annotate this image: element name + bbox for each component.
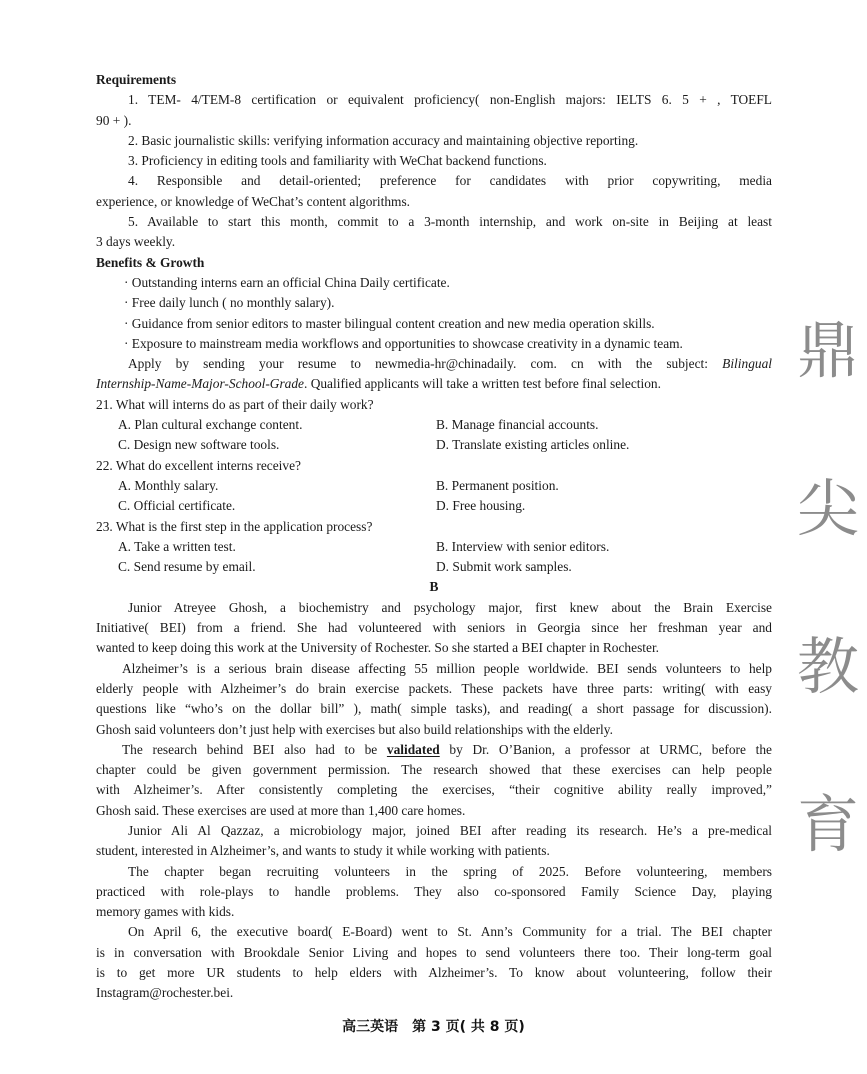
paragraph-line: Junior Ali Al Qazzaz, a microbiology major, joined BEI after reading its research. He’s a pre-medical [128,822,772,838]
option-b: B. Manage financial accounts. [436,417,599,433]
options-row [96,537,772,557]
requirement-2: 2. Basic journalistic skills: verifying information accuracy and maintaining objective reporting. [128,132,639,148]
paragraph-text: by Dr. O’Banion, a professor at URMC, before the [439,741,772,757]
option-d: D. Translate existing articles online. [436,437,630,453]
paragraph-line: The chapter began recruiting volunteers in the spring of 2025. Before volunteering, members [128,863,772,879]
page-footer: 高三英语 第 3 页( 共 8 页) [342,1019,525,1035]
option-c: C. Design new software tools. [118,437,280,453]
watermark-char: 鼎 [796,314,859,387]
question-21: 21. What will interns do as part of their daily work? [96,396,374,412]
options-row [96,496,772,516]
document-page [96,70,772,1004]
requirement-1-cont: 90 + ). [96,112,132,128]
requirement-5: 5. Available to start this month, commit to a 3-month internship, and work on-site in Beijing at least [128,214,772,230]
paragraph-line: student, interested in Alzheimer’s, and wants to study it while working with patients. [96,843,550,859]
paragraph-line: is to get more UR students to help elders with Alzheimer’s. To know about volunteering, follow their [96,965,772,981]
paragraph-line: Ghosh said volunteers don’t just help with exercises but also build relationships with the elderly. [96,721,613,737]
option-d: D. Free housing. [436,498,526,514]
paragraph-line: wanted to keep doing this work at the University of Rochester. So she started a BEI chapter in Rochester. [96,640,660,656]
requirements-heading: Requirements [96,72,177,87]
paragraph-line: Instagram@rochester.bei. [96,985,234,1001]
paragraph-line: Ghosh said. These exercises are used at more than 1,400 care homes. [96,802,466,818]
options-row [96,557,772,577]
options-row [96,435,772,455]
paragraph-line: Junior Atreyee Ghosh, a biochemistry and psychology major, first knew about the Brain Exercise [128,599,772,615]
requirement-1: 1. TEM- 4/TEM-8 certification or equivalent proficiency( non-English majors: IELTS 6. 5 + , TOEFL [128,92,772,108]
benefit-item: · Outstanding interns earn an official China Daily certificate. [124,274,450,290]
apply-subject: Bilingual [722,356,772,372]
options-row [96,415,772,435]
option-a: A. Monthly salary. [118,477,219,493]
paragraph-line: elderly people with Alzheimer’s do brain exercise packets. These packets have three parts: writing( with easy [96,680,772,696]
benefit-item: · Exposure to mainstream media workflows and opportunities to showcase creativity in a dynamic team. [124,335,683,351]
option-a: A. Plan cultural exchange content. [118,417,303,433]
paragraph-line: is in conversation with Brookdale Senior Living and hopes to send volunteers there too. Their long-term goal [96,944,772,960]
option-b: B. Permanent position. [436,477,559,493]
apply-text: Apply by sending your resume to newmedia-hr@chinadaily. com. cn with the subject: [128,356,708,372]
benefit-item: · Guidance from senior editors to master bilingual content creation and new media operation skills. [124,315,655,331]
apply-instructions [96,354,772,374]
requirement-4: 4. Responsible and detail-oriented; preference for candidates with prior copywriting, media [128,173,772,189]
paragraph-line: practiced with role-plays to handle problems. They also co-sponsored Family Science Day, playing [96,883,772,899]
paragraph-line [96,740,772,760]
benefits-heading: Benefits & Growth [96,254,205,270]
option-d: D. Submit work samples. [436,559,572,575]
watermark-char: 育 [796,788,859,861]
question-22: 22. What do excellent interns receive? [96,457,301,473]
requirement-4-cont: experience, or knowledge of WeChat’s content algorithms. [96,193,411,209]
option-a: A. Take a written test. [118,538,236,554]
section-heading-b: B [429,579,439,595]
apply-text: . Qualified applicants will take a written test before final selection. [304,376,661,392]
option-b: B. Interview with senior editors. [436,538,610,554]
paragraph-line: chapter could be given government permission. The research showed that these exercises can help people [96,762,772,778]
paragraph-line: On April 6, the executive board( E-Board) went to St. Ann’s Community for a trial. The BEI chapter [128,924,772,940]
benefit-item: · Free daily lunch ( no monthly salary). [124,295,335,311]
requirement-5-cont: 3 days weekly. [96,234,176,250]
paragraph-line: Alzheimer’s is a serious brain disease affecting 55 million people worldwide. BEI sends volunteers to help [122,660,772,676]
option-c: C. Send resume by email. [118,559,256,575]
paragraph-line: memory games with kids. [96,904,235,920]
apply-instructions-cont [96,374,772,394]
paragraph-line: with Alzheimer’s. After consistently completing the exercises, “their cognitive ability really improved,” [96,782,772,798]
watermark-char: 尖 [796,472,859,545]
paragraph-line: Initiative( BEI) from a friend. She had volunteered with seniors in Georgia since her freshman year and [96,620,772,636]
apply-subject-format: Internship-Name-Major-School-Grade [96,376,304,392]
options-row [96,476,772,496]
option-c: C. Official certificate. [118,498,236,514]
paragraph-line: questions like “who’s on the dollar bill” ), math( simple tasks), and reading( a short passage for discussion). [96,701,772,717]
question-23: 23. What is the first step in the application process? [96,518,373,534]
highlighted-word: validated [386,741,440,757]
paragraph-text: The research behind BEI also had to be [122,741,387,757]
watermark-char: 教 [796,630,859,703]
requirement-3: 3. Proficiency in editing tools and familiarity with WeChat backend functions. [128,153,547,169]
watermark [795,272,861,904]
